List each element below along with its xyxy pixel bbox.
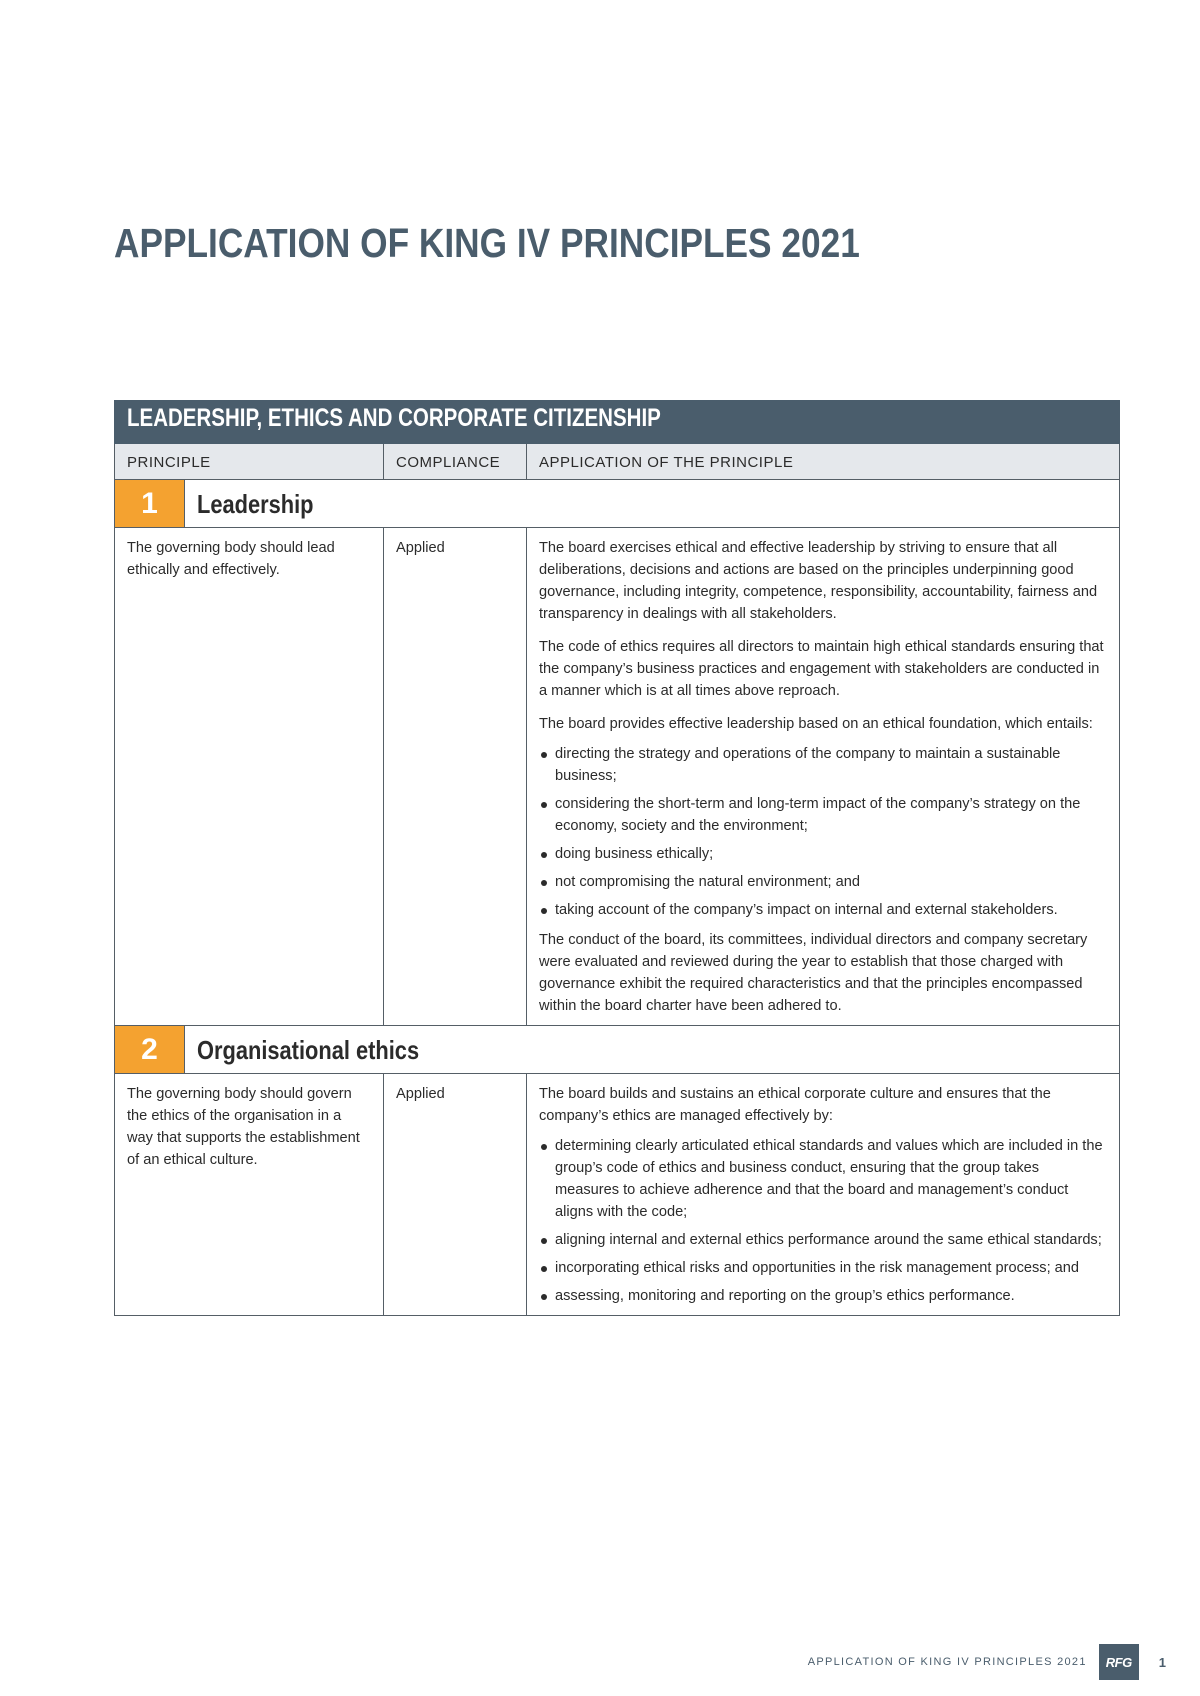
- application-bullet-list: [539, 1135, 1107, 1307]
- compliance-status: Applied: [384, 528, 527, 1026]
- page-number: 1: [1158, 1654, 1166, 1670]
- column-header-application: APPLICATION OF THE PRINCIPLE: [527, 444, 1120, 480]
- principle-number-badge: 2: [115, 1026, 185, 1073]
- principle-number-badge: 1: [115, 480, 185, 527]
- principle-text: The governing body should lead ethically and effectively.: [115, 528, 384, 1026]
- bullet-item: doing business ethically;: [539, 843, 1107, 865]
- column-header-row: [115, 444, 1120, 480]
- application-cell: [527, 1074, 1120, 1316]
- column-header-principle: PRINCIPLE: [115, 444, 384, 480]
- application-paragraph: The board builds and sustains an ethical corporate culture and ensures that the company’s ethics are managed effectively by:: [539, 1086, 1051, 1124]
- page-title: APPLICATION OF KING IV PRINCIPLES 2021: [114, 220, 860, 266]
- bullet-item: aligning internal and external ethics performance around the same ethical standards;: [539, 1229, 1107, 1251]
- bullet-item: incorporating ethical risks and opportunities in the risk management process; and: [539, 1257, 1107, 1279]
- application-paragraph: The board provides effective leadership based on an ethical foundation, which entails:: [539, 716, 1093, 732]
- bullet-item: not compromising the natural environment; and: [539, 871, 1107, 893]
- application-paragraph: The conduct of the board, its committees, individual directors and company secretary were evaluated and reviewed during the year to establish that those charged with governance exhibit the required characteristics and that the principles encompassed within the board charter have been adhered to.: [539, 932, 1088, 1014]
- principle-title: Organisational ethics: [197, 1034, 420, 1065]
- section-header-row: [115, 401, 1120, 444]
- column-header-compliance: COMPLIANCE: [384, 444, 527, 480]
- principle-body-row: [115, 528, 1120, 1026]
- bullet-item: directing the strategy and operations of the company to maintain a sustainable business;: [539, 743, 1107, 787]
- page-footer: [808, 1644, 1166, 1680]
- principle-text: The governing body should govern the ethics of the organisation in a way that supports the establishment of an ethical culture.: [115, 1074, 384, 1316]
- application-paragraph: The code of ethics requires all directors to maintain high ethical standards ensuring that the company’s business practices and engagement with stakeholders are conducted in a manner which is at all times above reproach.: [539, 639, 1104, 699]
- section-title: LEADERSHIP, ETHICS AND CORPORATE CITIZENSHIP: [115, 401, 1120, 444]
- application-paragraph: The board exercises ethical and effective leadership by striving to ensure that all deliberations, decisions and actions are based on the principles underpinning good governance, including integrity, competence, responsibility, accountability, fairness and transparency in dealings with all stakeholders.: [539, 540, 1098, 622]
- bullet-item: considering the short-term and long-term impact of the company’s strategy on the economy, society and the environment;: [539, 793, 1107, 837]
- bullet-item: taking account of the company’s impact on internal and external stakeholders.: [539, 899, 1107, 921]
- principle-title: Leadership: [197, 488, 314, 519]
- king-iv-table: [114, 400, 1120, 1316]
- company-logo: RFG: [1099, 1644, 1139, 1680]
- bullet-item: assessing, monitoring and reporting on the group’s ethics performance.: [539, 1285, 1107, 1307]
- principle-header-row: [115, 1026, 1120, 1074]
- compliance-status: Applied: [384, 1074, 527, 1316]
- principle-header-row: [115, 480, 1120, 528]
- application-cell: [527, 528, 1120, 1026]
- bullet-item: determining clearly articulated ethical standards and values which are included in the group’s code of ethics and business conduct, ensuring that the group takes measures to achieve adherence and that the board and management’s conduct aligns with the code;: [539, 1135, 1107, 1223]
- principle-body-row: [115, 1074, 1120, 1316]
- footer-title: APPLICATION OF KING IV PRINCIPLES 2021: [807, 1656, 1087, 1668]
- application-bullet-list: [539, 743, 1107, 921]
